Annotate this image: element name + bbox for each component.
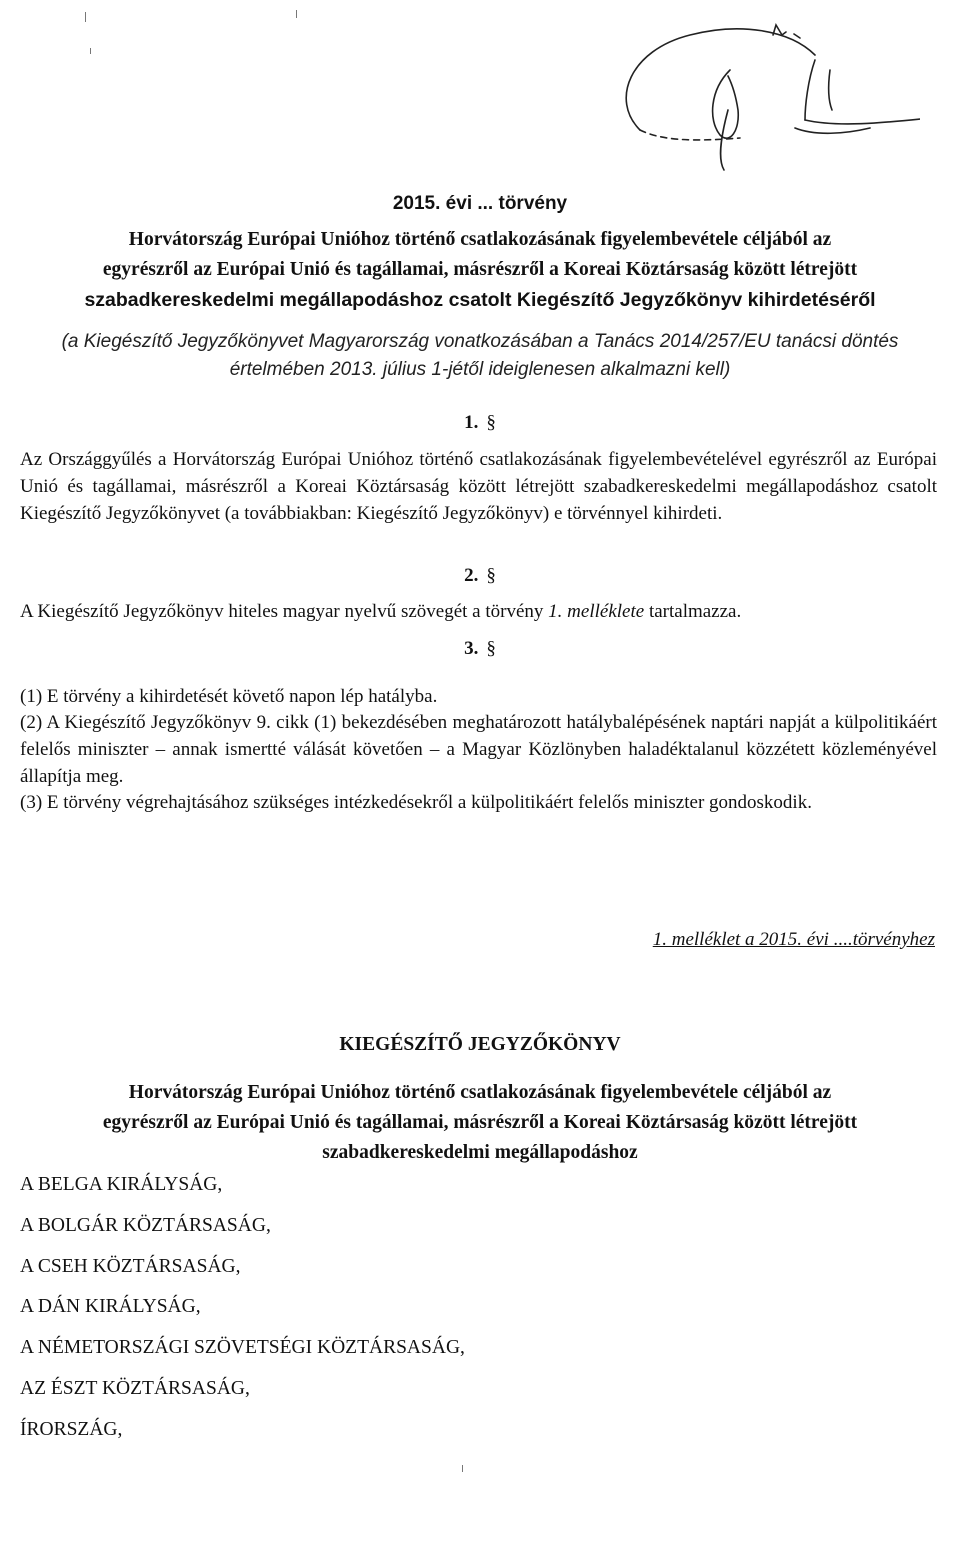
provisional-application-note xyxy=(0,328,960,384)
section-symbol: § xyxy=(486,565,496,586)
list-item: A BELGA KIRÁLYSÁG, xyxy=(20,1174,223,1195)
list-item: A CSEH KÖZTÁRSASÁG, xyxy=(20,1255,241,1277)
list-item: ÍRORSZÁG, xyxy=(20,1418,123,1440)
section-3-heading xyxy=(0,638,960,660)
annex-title: KIEGÉSZÍTŐ JEGYZŐKÖNYV xyxy=(339,1034,621,1055)
law-heading-line-2: egyrészről az Európai Unió és tagállamai, másrészről a Koreai Köztársaság között létrejött xyxy=(102,259,858,280)
annex-heading-line-1: Horvátország Európai Unióhoz történő csatlakozásának figyelembevétele céljából az xyxy=(128,1082,832,1103)
handwritten-signature xyxy=(600,10,920,190)
section-2-number: 2. xyxy=(464,565,479,586)
scan-mark xyxy=(85,12,86,22)
section-2-text-end: tartalmazza. xyxy=(644,601,742,622)
section-1-heading xyxy=(0,412,960,434)
section-3-paragraph-1: (1) E törvény a kihirdetését követő napon lép hatályba. xyxy=(20,686,438,707)
contracting-parties-list xyxy=(20,1171,465,1457)
section-1-text: Az Országgyűlés a Horvátország Európai Unióhoz történő csatlakozásának figyelembevételével egyrészről az Európai Unió és tagállamai, másrészről a Koreai Köztársaság között létrejött szabadkereskedelmi megállapodáshoz csatolt Kiegészítő Jegyzőkönyvet (a továbbiakban: Kiegészítő Jegyzőkönyv) e törvénnyel kihirdeti. xyxy=(20,449,937,524)
list-item: AZ ÉSZT KÖZTÁRSASÁG, xyxy=(20,1377,250,1399)
section-3-number: 3. xyxy=(464,638,479,659)
section-2-heading xyxy=(0,565,960,587)
scan-mark xyxy=(90,48,91,54)
list-item: A DÁN KIRÁLYSÁG, xyxy=(20,1296,201,1318)
section-symbol: § xyxy=(486,638,496,659)
list-item: A BOLGÁR KÖZTÁRSASÁG, xyxy=(20,1214,271,1236)
scan-mark xyxy=(462,1465,463,1472)
note-line-2: értelmében 2013. július 1-jétől ideiglenesen alkalmazni kell) xyxy=(229,359,731,380)
annex-heading xyxy=(0,1078,960,1168)
section-1-number: 1. xyxy=(464,412,479,433)
law-heading-line-1: Horvátország Európai Unióhoz történő csatlakozásának figyelembevétele céljából az xyxy=(128,229,832,250)
annex-mention: 1. melléklete xyxy=(548,601,645,622)
section-3-paragraph-3: (3) E törvény végrehajtásához szükséges intézkedésekről a külpolitikáért felelős miniszter gondoskodik. xyxy=(20,792,812,813)
note-line-1: (a Kiegészítő Jegyzőkönyvet Magyarország vonatkozásában a Tanács 2014/257/EU tanácsi döntés xyxy=(61,331,899,352)
law-heading-line-3: szabadkereskedelmi megállapodáshoz csatolt Kiegészítő Jegyzőkönyv kihirdetéséről xyxy=(84,289,876,311)
section-symbol: § xyxy=(486,412,496,433)
section-2-text xyxy=(20,598,937,625)
section-3-paragraph-2: (2) A Kiegészítő Jegyzőkönyv 9. cikk (1) bekezdésében meghatározott hatálybalépésének naptári napját a külpolitikáért felelős miniszter – annak ismertté válását követően – a Magyar Közlönyben haladéktalanul közzétett közleményével állapítja meg. xyxy=(20,712,937,787)
law-heading xyxy=(0,225,960,315)
annex-heading-line-3: szabadkereskedelmi megállapodáshoz xyxy=(322,1142,638,1163)
annex-reference: 1. melléklet a 2015. évi ....törvényhez xyxy=(652,929,935,950)
law-number-line: 2015. évi ... törvény xyxy=(392,193,568,214)
section-2-text-start: A Kiegészítő Jegyzőkönyv hiteles magyar nyelvű szövegét a törvény xyxy=(20,601,549,622)
scan-mark xyxy=(296,10,297,18)
list-item: A NÉMETORSZÁGI SZÖVETSÉGI KÖZTÁRSASÁG, xyxy=(20,1337,465,1359)
annex-heading-line-2: egyrészről az Európai Unió és tagállamai, másrészről a Koreai Köztársaság között létrejött xyxy=(102,1112,858,1133)
